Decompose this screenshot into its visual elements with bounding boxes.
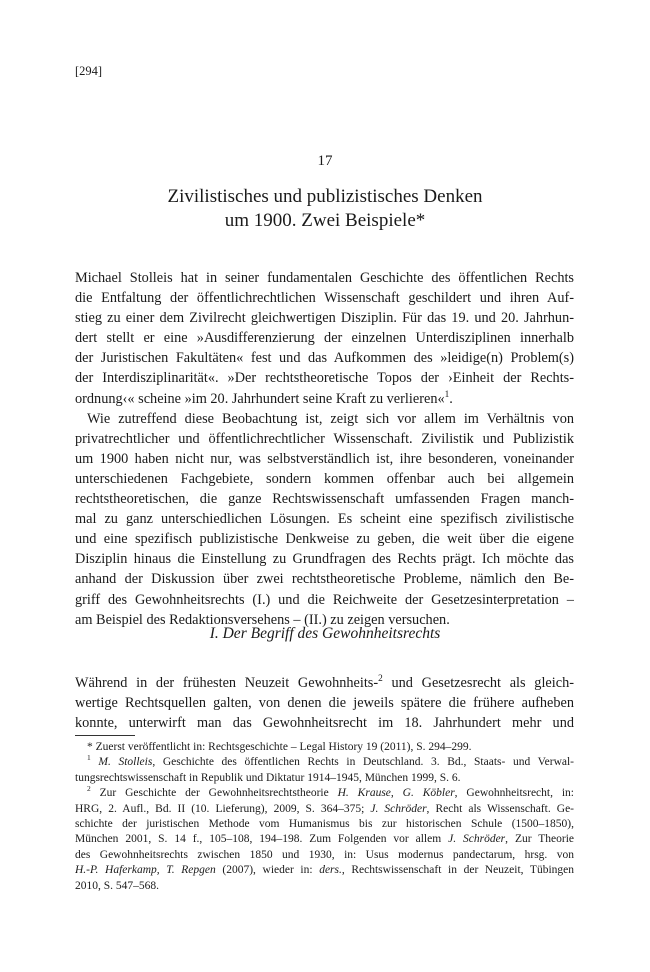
footnote-marker: 1	[87, 755, 91, 763]
text-line: griff des Gewohnheitsrechts (I.) und die Reichweite der Gesetzesinterpretation –	[75, 591, 574, 608]
chapter-number: 17	[317, 153, 333, 169]
author-name: H. Krause, G. Köbler	[337, 787, 455, 800]
footnote-marker: 2	[378, 674, 383, 685]
text-line: Michael Stolleis hat in seiner fundamentalen Geschichte des öffentlichen Rechts	[75, 270, 574, 286]
footnote-line	[75, 832, 574, 847]
text-line: die Entfaltung der öffentlichrechtlichen Wissenschaft geschildert und ihren Auf-	[75, 290, 574, 307]
footnote-line	[75, 802, 574, 817]
footnote-divider	[75, 735, 135, 736]
text-segment: München 2001, S. 14 f., 105–108, 194–198. Zum Folgenden vor allem	[75, 833, 449, 846]
text-line: und eine spezifisch publizistische Denkweise zu geben, die weit über die eigene	[75, 531, 574, 548]
footnote-line: schichte der juristischen Methode vom Humanismus bis zur historischen Schule (1500–1850),	[75, 818, 574, 831]
intro-text	[75, 268, 574, 630]
chapter-title-line-2: um 1900. Zwei Beispiele*	[224, 210, 426, 231]
footnote-marker: 1	[444, 389, 450, 400]
author-name: J. Schröder	[448, 833, 506, 846]
footnote-line: 2010, S. 547–568.	[75, 879, 160, 892]
text-segment: und Gesetzesrecht als gleich-	[382, 675, 574, 691]
text-segment: , Rechtswissenschaft in der Neuzeit, Tübingen	[341, 864, 574, 877]
text-segment: (2007), wieder in:	[215, 864, 320, 877]
page-reference: [294]	[75, 64, 103, 78]
text-line: am Beispiel des Redaktionsversehens – (II.) zu zeigen versuchen.	[75, 611, 450, 628]
text-segment: , Gewohnheitsrecht, in:	[454, 787, 574, 800]
footnote-line: tungsrechtswissenschaft in Republik und Diktatur 1914–1945, München 1999, S. 6.	[75, 771, 461, 784]
text-line: stieg zu einer dem Zivilrecht gleichwertigen Disziplin. Für das 19. und 20. Jahrhun-	[75, 310, 574, 327]
footnote-marker: 2	[87, 786, 91, 794]
author-name: H.-P. Haferkamp, T. Repgen	[75, 864, 216, 877]
text-line: mal zu ganz unterschiedlichen Lösungen. Es scheint eine spezifisch zivilistische	[75, 511, 574, 528]
text-segment: , Recht als Wissenschaft. Ge-	[426, 802, 574, 815]
text-segment: , Zur Theorie	[505, 833, 574, 846]
author-name: ders.	[319, 864, 342, 877]
footnote-1	[75, 755, 574, 770]
footnotes	[75, 740, 574, 894]
text-line: wertige Rechtsquellen galten, von denen die jeweils spätere die frühere aufheben	[75, 695, 574, 712]
section-heading: I. Der Begriff des Gewohnheitsrechts	[209, 625, 441, 642]
footnote-2	[75, 786, 574, 801]
text-line: ordnung‹« scheine »im 20. Jahrhundert seine Kraft zu verlieren«$^1$.	[75, 389, 453, 407]
text-segment: , Geschichte des öffentlichen Rechts in Deutschland. 3. Bd., Staats- und Verwal-	[152, 756, 574, 769]
text-segment: Zur Geschichte der Gewohnheitsrechtstheorie	[99, 787, 338, 800]
text-line: anhand der Diskussion über zwei rechtstheoretische Probleme, nämlich den Be-	[75, 571, 574, 588]
text-line: Disziplin hinaus die Einstellung zu Grundfragen des Rechts prägt. Ich möchte das	[75, 551, 574, 568]
text-line: Wie zutreffend diese Beobachtung ist, zeigt sich vor allem im Verhältnis von	[87, 410, 574, 427]
text-segment: ordnung‹« scheine »im 20. Jahrhundert seine Kraft zu verlieren«	[75, 390, 445, 407]
text-line: der Interdisziplinarität«. »Der rechtstheoretische Topos der ›Einheit der Rechts-	[75, 370, 574, 387]
footnote-star: * Zuerst veröffentlicht in: Rechtsgeschichte – Legal History 19 (2011), S. 294–299.	[87, 741, 472, 753]
text-line: konnte, unterwirft man das Gewohnheitsrecht im 18. Jahrhundert mehr und	[75, 715, 574, 732]
text-line: der Juristischen Fakultäten« fest und das Aufkommen des »leidige(n) Problem(s)	[75, 350, 574, 367]
text-segment: HRG, 2. Aufl., Bd. II (10. Lieferung), 2009, S. 364–375;	[75, 802, 371, 815]
chapter-title	[0, 185, 650, 233]
author-name: M. Stolleis	[98, 756, 153, 769]
text-line: unterschiedenen Fachgebiete, sondern kommen offenbar auch bei allgemein	[75, 470, 574, 487]
author-name: J. Schröder	[370, 802, 427, 815]
text-line: dert stellt er eine »Ausdifferenzierung der einzelnen Unterdisziplinen innerhalb	[75, 330, 574, 347]
section-text	[75, 673, 574, 733]
text-line: um 1900 haben nicht nur, was selbstverständlich ist, ihre besonderen, voneinander	[75, 450, 574, 467]
text-line: rechtstheoretischen, die ganze Rechtswissenschaft umfassenden Fragen manch-	[75, 491, 574, 508]
text-segment: Während in der frühesten Neuzeit Gewohnheits-	[75, 675, 379, 691]
text-line	[75, 673, 574, 693]
footnote-line	[75, 863, 574, 878]
footnote-line: des Gewohnheitsrechts zwischen 1850 und 1930, in: Usus modernus pandectarum, hrsg. von	[75, 848, 574, 861]
chapter-title-line-1: Zivilistisches und publizistisches Denken	[167, 186, 483, 207]
text-line: privatrechtlicher und öffentlichrechtlicher Wissenschaft. Zivilistik und Publizistik	[75, 430, 574, 447]
